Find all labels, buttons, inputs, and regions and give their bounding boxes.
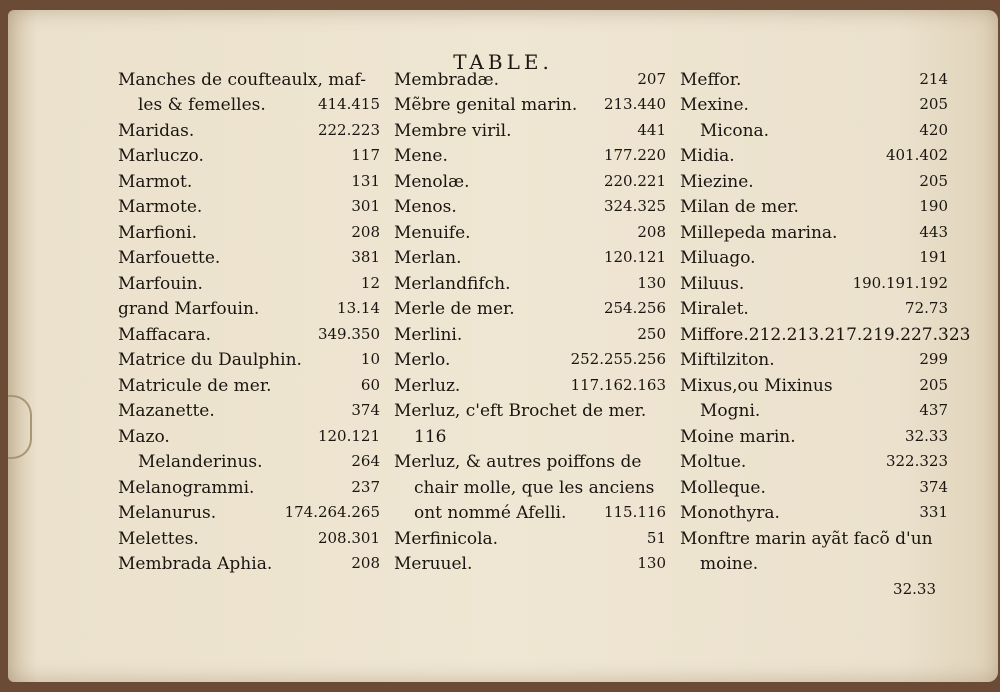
entry-name: Mẽbre genital marin. <box>394 95 578 115</box>
entry-page: 10 <box>360 350 380 368</box>
index-entry <box>680 525 948 551</box>
entry-name: Moine marin. <box>680 426 796 447</box>
index-entry <box>680 398 948 424</box>
entry-page: 131 <box>351 171 380 190</box>
index-entry <box>118 551 380 577</box>
index-entry <box>680 321 971 347</box>
entry-name: Melanurus. <box>118 503 217 523</box>
entry-name: Mexine. <box>680 95 749 115</box>
entry-page: 214 <box>919 69 948 88</box>
entry-page: 331 <box>919 503 948 521</box>
entry-page: 205 <box>919 95 948 113</box>
entry-page: 205 <box>919 171 948 190</box>
index-entry <box>680 372 948 398</box>
entry-page: 322.323 <box>885 452 948 470</box>
entry-page: 117.162.163 <box>570 375 666 394</box>
entry-page: 32.33 <box>893 579 936 598</box>
entry-page: 222.223 <box>317 120 380 139</box>
entry-name: Moltue. <box>680 452 747 472</box>
entry-page: 205 <box>919 375 948 394</box>
entry-name: Millepeda marina. <box>680 222 838 243</box>
entry-page: 115.116 <box>603 503 666 521</box>
entry-name: Matrice du Daulphin. <box>118 350 302 370</box>
entry-page: 177.220 <box>603 146 666 164</box>
entry-name: Mazanette. <box>118 401 215 421</box>
entry-name: Mixus,ou Mixinus <box>680 375 833 396</box>
index-column-1 <box>118 66 380 576</box>
entry-page: 190 <box>919 197 948 215</box>
index-entry <box>394 143 666 169</box>
index-entry <box>118 347 380 373</box>
entry-page: 60 <box>360 375 380 394</box>
entry-page: 254.256 <box>603 299 666 317</box>
entry-name: Mene. <box>394 146 448 166</box>
entry-name: Merlini. <box>394 324 463 345</box>
entry-name: Maffacara. <box>118 324 212 345</box>
index-entry <box>394 194 666 220</box>
entry-page: 174.264.265 <box>284 503 380 521</box>
index-entry <box>394 398 666 424</box>
index-entry <box>394 423 666 449</box>
entry-name: Miralet. <box>680 299 749 319</box>
clasp-mark <box>8 395 32 459</box>
entry-name: Miluago. <box>680 248 756 268</box>
entry-name: Melettes. <box>118 528 199 549</box>
entry-page: 13.14 <box>337 299 380 317</box>
index-entry <box>118 398 380 424</box>
entry-page: 299 <box>919 350 948 368</box>
entry-page: 250 <box>637 324 666 343</box>
entry-name: Menos. <box>394 197 457 217</box>
entry-name: les & femelles. <box>138 95 266 115</box>
entry-page: 117 <box>351 146 380 164</box>
entry-page: 208 <box>351 222 380 241</box>
entry-name: moine. <box>700 554 759 574</box>
entry-name: Miluus. <box>680 273 745 294</box>
entry-page: 381 <box>351 248 380 266</box>
index-entry <box>680 168 948 194</box>
index-entry <box>680 576 948 602</box>
entry-page: 130 <box>637 554 666 572</box>
entry-name: Merfinicola. <box>394 528 499 549</box>
entry-page: 437 <box>919 401 948 419</box>
entry-name: Mazo. <box>118 426 170 447</box>
entry-page: 301 <box>351 197 380 215</box>
entry-page: 51 <box>646 528 666 547</box>
index-entry <box>680 474 948 500</box>
entry-page: 190.191.192 <box>852 273 948 292</box>
index-entry <box>118 66 380 92</box>
index-entry <box>680 449 948 475</box>
entry-page: 252.255.256 <box>570 350 666 368</box>
page-title: TABLE. <box>453 50 553 74</box>
entry-name: Marmote. <box>118 197 203 217</box>
entry-page: 237 <box>351 477 380 496</box>
index-entry <box>118 474 380 500</box>
entry-name: Molleque. <box>680 477 766 498</box>
entry-page: 443 <box>919 222 948 241</box>
entry-name: Miffore.212.213.217.219.227.323 <box>680 324 971 345</box>
index-entry <box>394 296 666 322</box>
entry-page: 32.33 <box>905 426 948 445</box>
index-entry <box>118 219 380 245</box>
entry-page: 208 <box>637 222 666 241</box>
entry-page: 374 <box>351 401 380 419</box>
index-entry <box>680 551 948 577</box>
entry-name: Manches de coufteaulx, maf- <box>118 69 366 90</box>
index-entry <box>394 168 666 194</box>
entry-name: Membradæ. <box>394 69 499 90</box>
index-entry <box>680 143 948 169</box>
index-entry <box>394 321 666 347</box>
index-entry <box>680 296 948 322</box>
index-entry <box>680 500 948 526</box>
index-entry <box>118 117 380 143</box>
index-entry <box>118 296 380 322</box>
entry-name: Merluz, c'eft Brochet de mer. <box>394 401 647 421</box>
entry-page: 414.415 <box>317 95 380 113</box>
index-entry <box>394 270 666 296</box>
entry-page: 213.440 <box>603 95 666 113</box>
index-entry <box>680 347 948 373</box>
index-entry <box>680 66 948 92</box>
index-column-2 <box>394 66 666 576</box>
entry-name: Marfioni. <box>118 222 198 243</box>
index-entry <box>680 219 948 245</box>
entry-name: 116 <box>414 426 447 447</box>
entry-name: chair molle, que les anciens <box>414 477 655 498</box>
index-column-3 <box>680 66 971 602</box>
index-entry <box>680 245 948 271</box>
entry-name: Meffor. <box>680 69 742 90</box>
entry-page: 441 <box>637 120 666 139</box>
index-entry <box>118 321 380 347</box>
entry-page: 401.402 <box>885 146 948 164</box>
index-entry <box>118 525 380 551</box>
index-entry <box>394 525 666 551</box>
entry-name: Menuife. <box>394 222 471 243</box>
entry-name: Miftilziton. <box>680 350 775 370</box>
entry-name: Mogni. <box>700 401 761 421</box>
index-entry <box>118 449 380 475</box>
entry-name: Monftre marin ayãt facõ d'un <box>680 528 933 549</box>
entry-name: Melanderinus. <box>138 452 263 472</box>
entry-name: Marfouin. <box>118 273 203 294</box>
entry-name: Meruuel. <box>394 554 473 574</box>
entry-page: 208.301 <box>317 528 380 547</box>
entry-page: 220.221 <box>603 171 666 190</box>
index-entry <box>118 143 380 169</box>
entry-name: Merlan. <box>394 248 462 268</box>
entry-name: Menolæ. <box>394 171 470 192</box>
index-entry <box>394 551 666 577</box>
index-entry <box>680 92 948 118</box>
entry-name: Marmot. <box>118 171 193 192</box>
index-entry <box>680 423 948 449</box>
index-entry <box>394 219 666 245</box>
entry-name: Melanogrammi. <box>118 477 255 498</box>
index-entry <box>118 270 380 296</box>
entry-name: Miezine. <box>680 171 754 192</box>
index-entry <box>394 372 666 398</box>
entry-name: Matricule de mer. <box>118 375 272 396</box>
index-entry <box>394 245 666 271</box>
entry-name: Micona. <box>700 120 770 141</box>
index-entry <box>394 66 666 92</box>
index-entry <box>118 245 380 271</box>
index-entry <box>394 500 666 526</box>
index-entry <box>394 92 666 118</box>
index-entry <box>680 117 948 143</box>
entry-page: 12 <box>360 273 380 292</box>
entry-page: 420 <box>919 120 948 139</box>
entry-name: grand Marfouin. <box>118 299 260 319</box>
index-entry <box>118 500 380 526</box>
entry-name: Merlandfifch. <box>394 273 511 294</box>
entry-name: Milan de mer. <box>680 197 799 217</box>
index-entry <box>118 423 380 449</box>
index-entry <box>118 168 380 194</box>
entry-page: 324.325 <box>603 197 666 215</box>
index-entry <box>680 194 948 220</box>
entry-name: Membre viril. <box>394 120 512 141</box>
book-page <box>8 10 998 682</box>
entry-name: Marluczo. <box>118 146 204 166</box>
entry-name: Maridas. <box>118 120 195 141</box>
entry-name: Marfouette. <box>118 248 221 268</box>
entry-name: Merle de mer. <box>394 299 515 319</box>
entry-page: 264 <box>351 452 380 470</box>
entry-name: Merlo. <box>394 350 451 370</box>
entry-page: 207 <box>637 69 666 88</box>
index-entry <box>394 474 666 500</box>
index-entry <box>394 449 666 475</box>
index-entry <box>118 194 380 220</box>
entry-name: Midia. <box>680 146 735 166</box>
entry-page: 349.350 <box>317 324 380 343</box>
entry-page: 120.121 <box>603 248 666 266</box>
index-entry <box>394 347 666 373</box>
entry-name: Membrada Aphia. <box>118 554 273 574</box>
entry-page: 374 <box>919 477 948 496</box>
entry-page: 130 <box>637 273 666 292</box>
entry-name: Merluz. <box>394 375 461 396</box>
index-entry <box>118 92 380 118</box>
index-entry <box>118 372 380 398</box>
entry-name: Merluz, & autres poiffons de <box>394 452 642 472</box>
index-entry <box>680 270 948 296</box>
entry-page: 191 <box>919 248 948 266</box>
entry-name: ont nommé Afelli. <box>414 503 567 523</box>
entry-page: 72.73 <box>905 299 948 317</box>
entry-name: Monothyra. <box>680 503 780 523</box>
entry-page: 120.121 <box>317 426 380 445</box>
entry-page: 208 <box>351 554 380 572</box>
index-entry <box>394 117 666 143</box>
